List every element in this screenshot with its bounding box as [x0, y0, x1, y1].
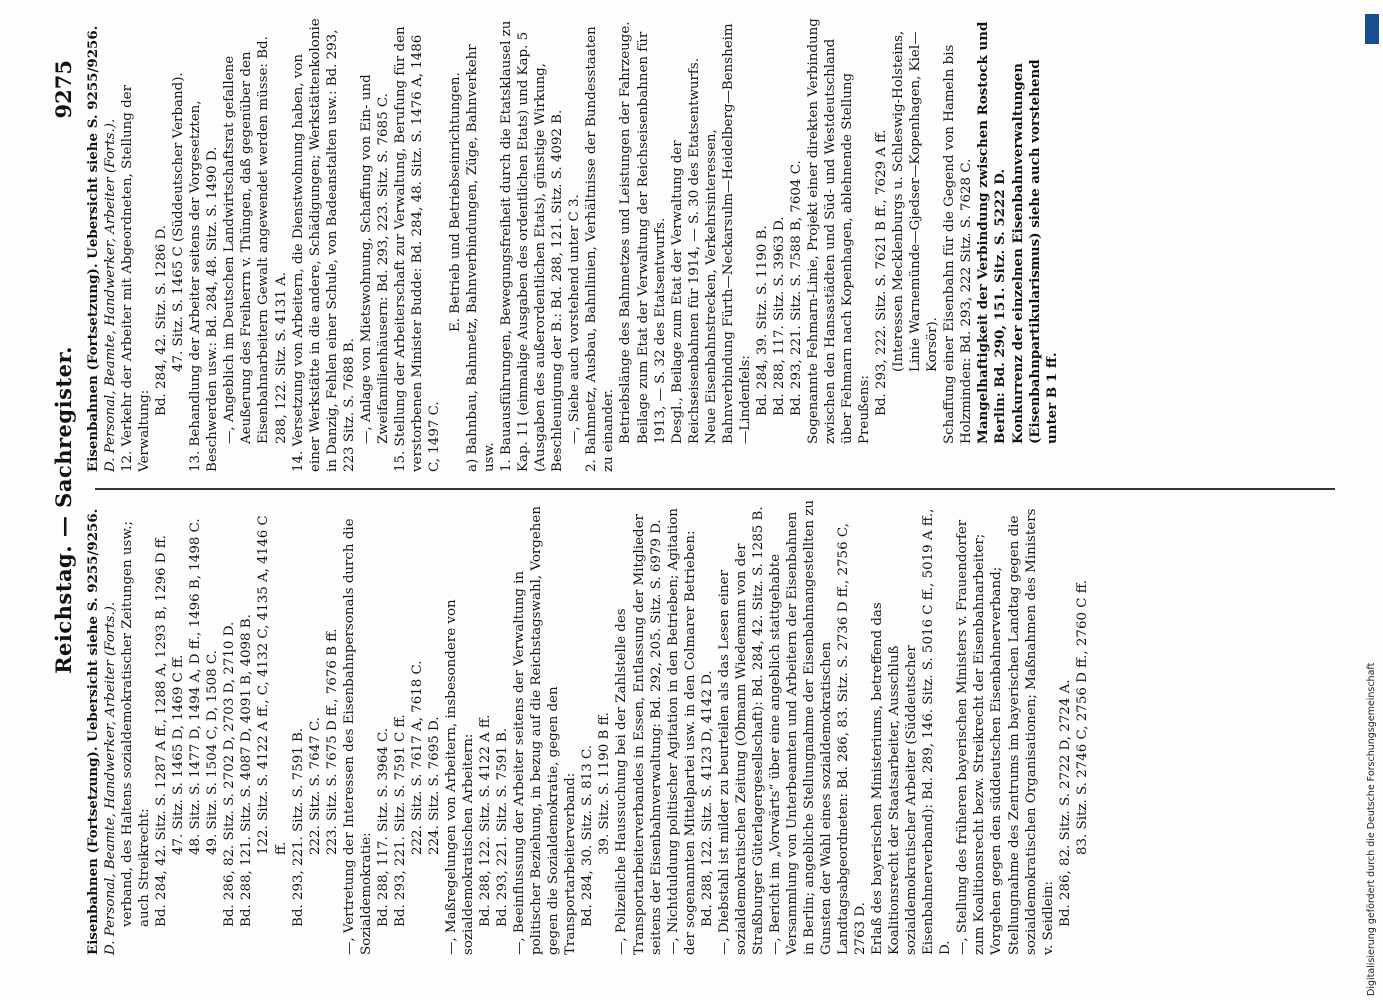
reference-line: Bd. 288, 117. Sitz. S. 3964 C.	[375, 727, 391, 927]
reference-line: Bd. 284, 30. Sitz. S. 813 C.	[580, 744, 596, 927]
running-head: Reichstag. — Sachregister.	[51, 346, 76, 674]
column-subheading: D. Personal, Beamte, Handwerker, Arbeiter (Forts.).	[103, 601, 119, 955]
entry-text: —, Angeblich im Deutschen Landwirtschaftsrat gefallene Aeußerung des Freiherrn v. Thüngen, daß gegenüber den Eisenbahnarbeitern Gewalt angewendet werden müsse: Bd. 288, 122. Sitz. S. 4131 A.	[222, 36, 289, 444]
subsection-heading: a) Bahnbau, Bahnnetz, Bahnverbindungen, Züge, Bahnverkehr usw.	[465, 44, 498, 472]
entry-text: Konkurrenz der einzelnen Eisenbahnverwaltungen (Eisenbahnpartikularismus) siehe auch vorstehend unter B 1 ff.	[1009, 59, 1060, 444]
entry-text: 2. Bahnnetz, Ausbau, Bahnlinien, Verhältnisse der Bundesstaaten zu einander.	[584, 26, 617, 472]
reference-line: Bd. 288, 122. Sitz. S. 4123 D, 4142 D.	[699, 670, 715, 927]
reference-line: 47. Sitz. S. 1465 C (Süddeutscher Verband).	[171, 72, 187, 372]
entry-text: —, Anlage von Mietswohnung, Schaffung von Ein- und Zweifamilienhäusern: Bd. 293, 223. Sitz. S. 7685 C.	[358, 74, 391, 444]
reference-line: Bd. 293, 221. Sitz. S. 7591 B.	[495, 727, 511, 927]
column-subheading: D. Personal, Beamte, Handwerker, Arbeiter (Forts.).	[103, 118, 119, 472]
entry-text: —, Vertretung der Interessen des Eisenbahnpersonals durch die Sozialdemokratie:	[341, 518, 374, 955]
entry-text: —, Bericht im „Vorwärts“ über eine angeblich stattgehabte Versammlung von Unterbeamten und Arbeitern der Eisenbahnen in Berlin; angebliche Stellungnahme der Eisenbahnangestellten zu Gunsten der Wahl eines sozialdemokratischen Landtagsabgeordneten: Bd. 286, 83. Sitz. S. 2736 D ff., 2756 C, 2763 D.	[767, 500, 869, 955]
entry-text: Neue Eisenbahnstrecken, Verkehrsinteressen, Bahnverbindung Fürth—Neckarsulm—Heidelberg—Bensheim—Lindenfels:	[703, 23, 753, 444]
entry-text: Schaffung einer Eisenbahn für die Gegend von Hameln bis Holzminden: Bd. 293, 222 Sitz. S. 7628 C.	[942, 44, 975, 444]
entry-text: (Interessen Mecklenburgs u. Schleswig-Holsteins, Linie Warnemünde—Gjedser—Kopenhagen, Kiel—Korsör).	[891, 30, 941, 372]
entry-text: —, Polizeiliche Haussuchung bei der Zahlstelle des Transportarbeiterverbandes in Essen, Entlassung der Mitglieder seitens der Eisenbahnverwaltung: Bd. 292, 205. Sitz. S. 6979 D.	[614, 514, 664, 955]
left-column	[85, 500, 1091, 955]
page-header	[45, 60, 79, 960]
column-heading: Eisenbahnen (Fortsetzung). Uebersicht siehe S. 9255/9256.	[85, 508, 101, 955]
entry-text: —, Beeinflussung der Arbeiter seitens der Verwaltung in politischer Beziehung, in bezug auf die Reichstagswahl, Vorgehen gegen die Sozialdemokratie, gegen den Transportarbeiterverband:	[512, 506, 579, 955]
reference-line: Bd. 284, 39. Sitz. S. 1190 B.	[754, 225, 770, 416]
reference-line: 222. Sitz. S. 7647 C.	[307, 716, 323, 855]
section-heading: E. Betrieb und Betriebseinrichtungen.	[447, 72, 463, 332]
entry-text: —, Maßregelungen von Arbeitern, insbesondere von sozialdemokratischen Arbeitern:	[443, 599, 477, 955]
reference-line: Bd. 288, 121. Sitz. S. 4087 D, 4091 B, 4098 B.	[239, 614, 255, 927]
entry-text: Betriebslänge des Bahnnetzes und Leistungen der Fahrzeuge. Beilage zum Etat der Verwaltung der Reichseisenbahnen für 1913, — S. 32 des Etatsentwurfs.	[618, 21, 668, 444]
column-heading: Eisenbahnen (Fortsetzung). Uebersicht siehe S. 9255/9256.	[85, 25, 101, 472]
entry-text: Mangelhaftigkeit der Verbindung zwischen Rostock und Berlin: Bd. 290, 151. Sitz. S. 5222 D.	[975, 21, 1009, 444]
entry-text: 1. Bauausführungen, Bewegungsfreiheit durch die Etatsklausel zu Kap. 11 (einmalige Ausgaben des ordentlichen Etats) und Kap. 5 (Ausgaben des außerordentlichen Etats), günstige Wirkung, Beschleunigung der B.: Bd. 288, 121. Sitz. S. 4092 B.	[499, 20, 566, 472]
reference-line: 223. Sitz. S. 7675 D ff., 7676 B ff.	[324, 628, 340, 855]
entry-text: 14. Versetzung von Arbeitern, die Dienstwohnung haben, von einer Werkstätte in die andere, Schädigungen; Werkstättenkolonie in Danzig, Fehlen einer Schule, von Badeanstalten usw.: Bd. 293, 223 Sitz. S. 7688 B.	[290, 18, 357, 472]
entry-text: 12. Verkehr der Arbeiter mit Abgeordneten, Stellung der Verwaltung:	[120, 84, 153, 472]
reference-line: Bd. 293, 221. Sitz. S. 7591 C ff.	[392, 714, 408, 927]
reference-line: 48. Sitz. S. 1477 D, 1494 A, D ff., 1496 B, 1498 C.	[188, 518, 204, 855]
digitization-credit	[1364, 6, 1380, 996]
reference-line: 47. Sitz. S. 1465 D, 1469 C ff.	[171, 654, 187, 855]
reference-line: 224. Sitz. S. 7695 D.	[426, 716, 442, 855]
reference-line: Bd. 288, 117. Sitz. S. 3963 D.	[771, 216, 787, 416]
entry-text: —, Stellung des früheren bayerischen Ministers v. Frauendorfer zum Koalitionsrecht bezw. Streikrecht der Eisenbahnarbeiter; Vorgehen gegen den süddeutschen Eisenbahnerverband; Stellungnahme des Zentrums im bayerischen Landtag gegen die sozialdemokratischen Organisationen; Maßnahmen des Ministers v. Seidlein:	[955, 508, 1056, 955]
entry-text: Sogenannte Fehmarn-Linie, Projekt einer direkten Verbindung zwischen den Hansastädten und Süd- und Westdeutschland über Fehmarn nach Kopenhagen, ablehnende Stellung Preußens:	[805, 18, 873, 444]
reference-line: Bd. 293, 221. Sitz. S. 7588 B, 7604 C.	[788, 160, 804, 416]
reference-line: Bd. 293, 221. Sitz. S. 7591 B.	[290, 727, 306, 927]
column-divider	[95, 488, 1335, 490]
reference-line: 222. Sitz. S. 7617 A, 7618 C.	[409, 660, 425, 855]
reference-line: 83. Sitz. S. 2746 C, 2756 D ff., 2760 C ff.	[1074, 579, 1090, 855]
reference-line: 39. Sitz. S. 1190 B ff.	[597, 712, 613, 855]
entry-text: 15. Stellung der Arbeiterschaft zur Verwaltung, Berufung für den verstorbenen Minister Budde: Bd. 284, 48. Sitz. S. 1476 A, 1486 C, 1497 C.	[392, 26, 442, 472]
reference-line: 122. Sitz. S. 4122 A ff., C, 4132 C, 4135 A, 4146 C ff.	[256, 515, 289, 855]
entry-text: Desgl., Beilage zum Etat der Verwaltung der Reichseisenbahnen für 1914, — S. 30 des Etatsentwurfs.	[669, 57, 702, 444]
reference-line: Bd. 293, 222. Sitz. S. 7621 B ff., 7629 A ff.	[874, 129, 890, 416]
reference-line: Bd. 288, 122. Sitz. S. 4122 A ff.	[478, 714, 494, 927]
entry-text: —, Nichtduldung politischer Agitation in den Betrieben; Agitation der sogenannten Mittelpartei usw. in den Colmarer Betrieben:	[665, 508, 698, 955]
credit-text: Digitalisierung gefördert durch die Deutsche Forschungsgemeinschaft	[1366, 662, 1377, 996]
reference-line: Bd. 286, 82. Sitz. S. 2702 D, 2703 D, 2710 D.	[222, 621, 238, 927]
entry-text: verband, des Haltens sozialdemokratischer Zeitungen usw.; auch Streikrecht:	[120, 521, 153, 927]
reference-line: Bd. 284, 42. Sitz. S. 1287 A ff., 1288 A, 1293 B, 1296 D ff.	[154, 534, 170, 927]
page-number: 9275	[51, 60, 76, 119]
right-column	[85, 17, 1061, 472]
entry-text: Erlaß des bayerischen Ministeriums, betreffend das Koalitionsrecht der Staatsarbeiter, Ausschluß sozialdemokratischer Arbeiter (Süddeutscher Eisenbahnerverband): Bd. 289, 146. Sitz. S. 5016 C ff., 5019 A ff., D.	[870, 508, 954, 955]
entry-text: —, Diebstahl ist milder zu beurteilen als das Lesen einer sozialdemokratischen Zeitung (Obmann Wiedemann von der Straßburger Güterlagergesellschaft): Bd. 284, 42. Sitz. S. 1285 B.	[716, 506, 766, 955]
reference-line: Bd. 286, 82. Sitz. S. 2722 D, 2724 A.	[1057, 679, 1073, 927]
reference-line: 49. Sitz. S. 1504 C, D, 1508 C.	[205, 650, 221, 855]
reference-line: Bd. 284, 42. Sitz. S. 1286 D.	[154, 224, 170, 416]
entry-text: 13. Behandlung der Arbeiter seitens der Vorgesetzten, Beschwerden usw.: Bd. 284, 48. Sitz. S. 1490 D.	[188, 100, 221, 472]
entry-text: —, Siehe auch vorstehend unter C 3.	[567, 194, 583, 444]
